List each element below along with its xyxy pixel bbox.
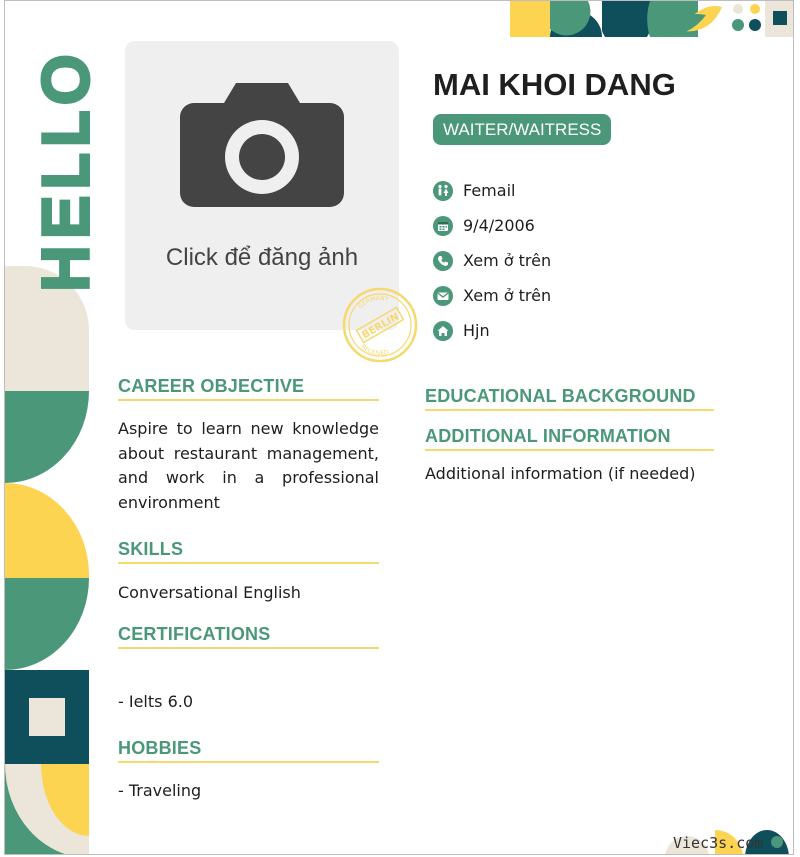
home-icon (433, 321, 453, 341)
svg-text:RECEIVED (360, 343, 390, 357)
skills-text: Conversational English (118, 583, 301, 602)
hello-text: HELLO (32, 47, 101, 291)
contact-birthdate-value: 9/4/2006 (463, 216, 535, 235)
gender-icon (433, 181, 453, 201)
candidate-name: MAI KHOI DANG (433, 67, 676, 102)
email-icon (433, 286, 453, 306)
site-watermark: Viec3s.com (673, 834, 764, 852)
job-title-badge: WAITER/WAITRESS (433, 114, 611, 145)
photo-caption: Click để đăng ảnh (165, 244, 359, 271)
career-objective-title: CAREER OBJECTIVE (118, 376, 379, 401)
education-title: EDUCATIONAL BACKGROUND (425, 386, 714, 411)
certifications-text: - Ielts 6.0 (118, 692, 194, 711)
svg-text:GERMANY (357, 295, 389, 311)
additional-info-text: Additional information (if needed) (425, 464, 696, 483)
left-decoration (5, 266, 95, 855)
additional-info-title: ADDITIONAL INFORMATION (425, 426, 714, 451)
certifications-title: CERTIFICATIONS (118, 624, 379, 649)
top-decoration (510, 1, 794, 37)
contact-email-value: Xem ở trên (463, 286, 552, 305)
hobbies-title: HOBBIES (118, 738, 379, 763)
stamp-bottom-text: RECEIVED (359, 343, 390, 358)
contact-phone (433, 243, 551, 278)
contact-email (433, 278, 551, 313)
contact-phone-value: Xem ở trên (463, 251, 552, 270)
cv-page (4, 0, 794, 855)
camera-icon (180, 83, 344, 207)
contact-list (433, 173, 551, 348)
contact-gender (433, 173, 551, 208)
stamp-center-text: BERLIN (360, 311, 402, 342)
stamp-top-text: GERMANY (357, 294, 390, 311)
contact-address-value: Hjn (463, 321, 490, 340)
contact-birthdate (433, 208, 551, 243)
skills-title: SKILLS (118, 539, 379, 564)
berlin-stamp (341, 286, 419, 364)
phone-icon (433, 251, 453, 271)
calendar-icon (433, 216, 453, 236)
contact-address (433, 313, 551, 348)
hello-banner (23, 29, 103, 309)
contact-gender-value: Femail (463, 181, 516, 200)
hobbies-text: - Traveling (118, 781, 202, 800)
career-objective-text: Aspire to learn new knowledge about restaurant management, and work in a professional environment (118, 419, 379, 512)
